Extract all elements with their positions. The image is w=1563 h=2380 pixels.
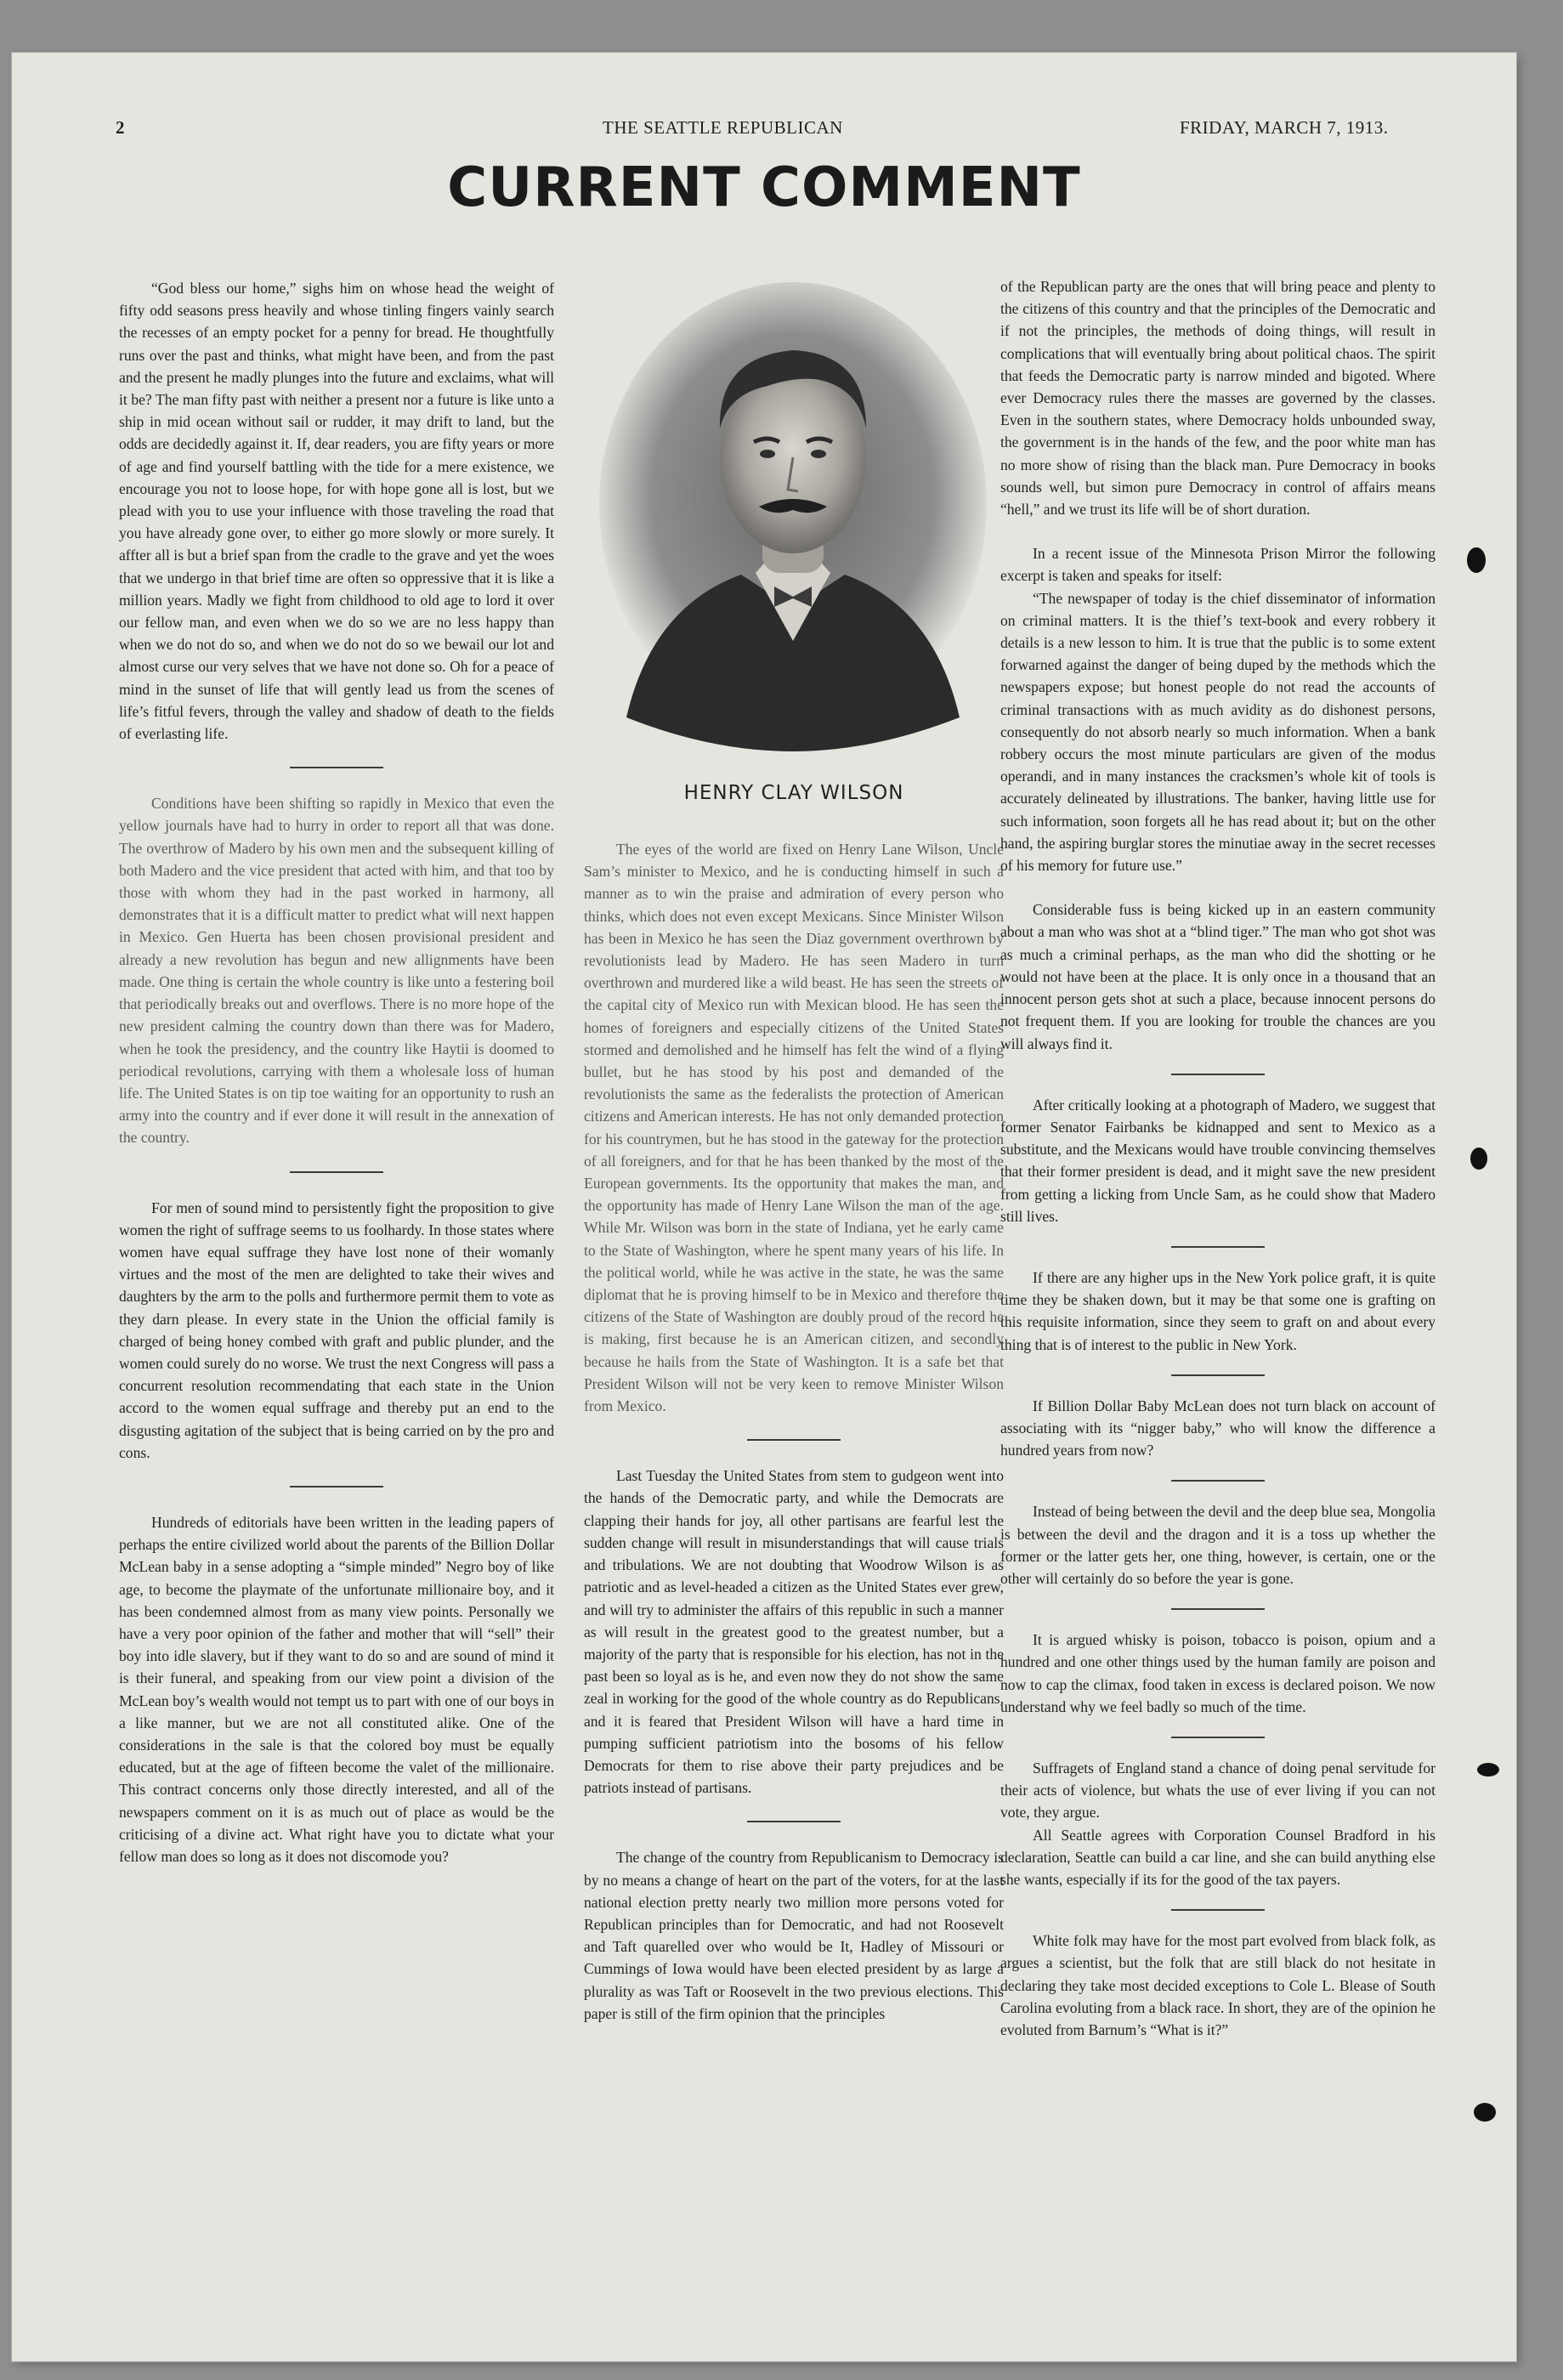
newspaper-name: THE SEATTLE REPUBLICAN bbox=[603, 117, 843, 138]
editorial-paragraph: All Seattle agrees with Corporation Counsel Bradford in his declaration, Seattle can build a car line, and she can build anything else she wants, especially if its for the good of the tax payers. bbox=[1000, 1826, 1436, 1888]
divider-rule bbox=[747, 1821, 841, 1822]
column-right bbox=[1000, 275, 1436, 2041]
divider-rule bbox=[1171, 1246, 1265, 1248]
right-eye bbox=[811, 450, 826, 458]
editorial-paragraph: “God bless our home,” sighs him on whose head the weight of fifty odd seasons press heavily and whose tinling fingers vainly search the recesses of an empty pocket for a penny for bread. He thoughtfully runs over the past and thinks, what might have been, and from the past and the present he madly plunges into the future and exclaims, what will it be? The man fifty past with neither a present nor a future is like unto a ship in mid ocean without sail or rudder, it may drift to land, but the odds are decidedly against it. If, dear readers, you are fifty years or more of age and find yourself battling with the tide for a mere existence, we encourage you not to loose hope, for with hope gone all is lost, but we plead with you to use your influence with those traveling the road that you have already gone over, to either go more slowly or more surely. It affter all is but a brief span from the cradle to the grave and yet the woes that we undergo in that brief time are often so oppressive that it is like a million years. Madly we fight from childhood to old age to lord it over our fellow man, and even when we do so we are no less happy than when we do not do so, and when we do not do so we bewail our lot and almost curse our very selves that we have not done so. Oh for a peace of mind in the sunset of life that will gently lead us from the scenes of life’s fitful fevers, through the valley and shadow of death to the fields of everlasting life. bbox=[119, 280, 554, 743]
ink-blot bbox=[1477, 1763, 1499, 1776]
editorial-paragraph: Considerable fuss is being kicked up in an eastern community about a man who was shot at a “blind tiger.” The man who got shot was as much a criminal perhaps, as the man who did the shotting or he would not have been at the place. It is only once in a thousand that an innocent person gets shot at such a place, because innocent persons do not frequent them. If you are looking for trouble the chances are you will always find it. bbox=[1000, 901, 1436, 1052]
column-left bbox=[119, 277, 554, 1867]
divider-rule bbox=[747, 1439, 841, 1441]
quoted-excerpt: “The newspaper of today is the chief disseminator of information on criminal matters. It is the thief’s text-book and every robbery it details is a new lesson to him. It is true that the public is to some extent forwarned against the danger of being duped by the methods which the newspapers expose; but honest people do not read the accounts of criminal transactions with as much avidity as do dishonest persons, consequently do not absorb nearly so much information. When a bank robbery occurs the most minute particulars are given of the modus operandi, and in many instances the cracksmen’s whole kit of tools is accurately delineated by illustrations. The banker, having little use for such information, soon forgets all he has read about it; but on the other hand, the aspiring burglar stores the minutiae away in the secret recesses of his memory for future use.” bbox=[1000, 589, 1436, 875]
left-eye bbox=[760, 450, 775, 458]
editorial-paragraph: It is argued whisky is poison, tobacco is poison, opium and a hundred and one other things used by the human family are poison and now to cap the climax, food taken in excess is declared poison. We now understand why we feel badly so much of the time. bbox=[1000, 1631, 1436, 1715]
editorial-paragraph: In a recent issue of the Minnesota Prison Mirror the following excerpt is taken and speaks for itself: bbox=[1000, 545, 1436, 585]
editorial-paragraph: of the Republican party are the ones that will bring peace and plenty to the citizens of this country and that the principles of the Democratic and if not the principles, the methods of doing things, will result in complications that will eventually bring about political chaos. The spirit that feeds the Democratic party is narrow minded and bigoted. Where ever Democracy rules there the masses are governed by the classes. Even in the southern states, where Democracy holds unbounded sway, the government is in the hands of the few, and the poor white man has no more show of rising than the black man. Pure Democracy in books sounds well, but simon pure Democracy in control of affairs means “hell,” and we trust its life will be of short duration. bbox=[1000, 278, 1436, 518]
column-center bbox=[584, 838, 1004, 2025]
divider-rule bbox=[1171, 1909, 1265, 1911]
divider-rule bbox=[1171, 1608, 1265, 1610]
editorial-paragraph: Last Tuesday the United States from stem to gudgeon went into the hands of the Democratic party, and while the Democrats are clapping their hands for joy, all other partisans are fearful lest the sudden change will result in misunderstandings that will cause trials and tribulations. We are not doubting that Woodrow Wilson is as patriotic and as level-headed a citizen as the United States ever grew, and will try to administer the affairs of this republic in such a manner as will result in the greatest good to the greatest number, but a majority of the party that is responsible for his election, has not in the past been so loyal as is he, and even now they do not show the same zeal in working for the good of the whole country as do Republicans, and it is feared that President Wilson will have a hard time in pumping sufficient patriotism into the bosoms of his fellow Democrats for them to rise above their party prejudices and be patriots instead of partisans. bbox=[584, 1467, 1004, 1797]
divider-rule bbox=[1171, 1374, 1265, 1376]
editorial-paragraph: After critically looking at a photograph of Madero, we suggest that former Senator Fairbanks be kidnapped and sent to Mexico as a substitute, and the Mexicans would have trouble convincing themselves that their former president is dead, and it might save the new president from getting a licking from Uncle Sam, as he could show that Madero still lives. bbox=[1000, 1096, 1436, 1225]
divider-rule bbox=[1171, 1480, 1265, 1482]
editorial-paragraph: Hundreds of editorials have been written in the leading papers of perhaps the entire civilized world about the parents of the Billion Dollar McLean baby in a sense adopting a “simple minded” Negro boy of like age, to become the playmate of the unfortunate millionaire boy, and it has been condemned almost from as many view points. Personally we have a very poor opinion of the father and mother that will “sell” their boy into idle slavery, but if they want to do so and are sound of mind it is their funeral, and speaking from our view point a division of the McLean boy’s wealth would not tempt us to part with one of our boys in a like manner, but we are not all constituted alike. One of the considerations in the sale is that the colored boy must be equally educated, but at the age of fifteen become the valet of the millionaire. This contract concerns only those directly interested, and all of the newspapers comment on it is as much out of place as would be the criticising of a divine act. What right have you to dictate what your fellow man does so long as it does not discomode you? bbox=[119, 1513, 554, 1865]
ink-blot bbox=[1467, 547, 1486, 573]
divider-rule bbox=[290, 1486, 383, 1488]
editorial-paragraph: For men of sound mind to persistently fight the proposition to give women the right of suffrage seems to us foolhardy. In those states where women have equal suffrage they have lost none of their womanly virtues and the most of the men are delighted to take their wives and daughters by the arm to the polls and furthermore permit them to vote as they darn please. In every state in the Union the official family is charged of being honey combed with graft and public plunder, and the women could surely do no worse. We trust the next Congress will pass a concurrent resolution recommendating that each state in the Union accord to the women equal suffrage and thereby put an end to the disgusting agitation of the subject that is being carried on by the pro and cons. bbox=[119, 1198, 554, 1461]
divider-rule bbox=[1171, 1074, 1265, 1075]
newspaper-page bbox=[12, 53, 1516, 2361]
editorial-paragraph: If there are any higher ups in the New York police graft, it is quite time they be shaken down, but it may be that some one is grafting on this requisite information, since they seem to graft on and about every thing that is of interest to the public in New York. bbox=[1000, 1268, 1436, 1353]
section-headline: CURRENT COMMENT bbox=[447, 156, 1081, 219]
editorial-paragraph: The eyes of the world are fixed on Henry Lane Wilson, Uncle Sam’s minister to Mexico, and he is conducting himself in such a manner as to win the praise and admiration of every person who thinks, which does not even except Mexicans. Since Minister Wilson has been in Mexico he has seen the Diaz government overthrown by revolutionists lead by Madero. He has seen Madero in turn overthrown and murdered like a wild beast. He has seen the streets of the capital city of Mexico run with Mexican blood. He has seen the homes of foreigners and especially citizens of the United States stormed and demolished and he himself has felt the wind of a flying bullet, but he has stood by his post and demanded of the revolutionists the same as the federalists the protection of American citizens and American interests. He has not only demanded protection for his countrymen, but he has stood in the gateway for the protection of all foreigners, and for that he has been thanked by the most of the European governments. Its the opportunity that makes the man, and the opportunity has made of Henry Lane Wilson the man of the age. While Mr. Wilson was born in the state of Indiana, yet he early came to the State of Washington, where he spent many years of his life. In the political world, while he was active in the state, he was the same diplomat that he is proving himself to be in Mexico and therefore the citizens of the State of Washington are doubly proud of the record he is making, first because he is an American citizen, and secondly because he hails from the State of Washington. It is a safe bet that President Wilson will not be very keen to remove Minister Wilson from Mexico. bbox=[584, 841, 1004, 1415]
editorial-paragraph: Suffragets of England stand a chance of doing penal servitude for their acts of violence, but whats the use of ever living if you can not vote, they argue. bbox=[1000, 1759, 1436, 1822]
editorial-paragraph: Instead of being between the devil and the deep blue sea, Mongolia is between the devil and the dragon and it is a toss up whether the former or the latter gets her, one thing, however, is certain, one or the other will certainly do so before the year is gone. bbox=[1000, 1503, 1436, 1587]
portrait-caption: HENRY CLAY WILSON bbox=[683, 782, 904, 804]
ink-blot bbox=[1470, 1148, 1487, 1170]
portrait-image bbox=[592, 275, 994, 751]
page-number: 2 bbox=[116, 117, 125, 138]
divider-rule bbox=[290, 767, 383, 768]
editorial-paragraph: If Billion Dollar Baby McLean does not turn black on account of associating with its “nigger baby,” who will know the difference a hundred years from now? bbox=[1000, 1397, 1436, 1459]
divider-rule bbox=[290, 1171, 383, 1173]
issue-date: FRIDAY, MARCH 7, 1913. bbox=[1180, 117, 1389, 138]
ink-blot bbox=[1474, 2103, 1496, 2122]
editorial-paragraph: White folk may have for the most part evolved from black folk, as argues a scientist, but the folk that are still black do not hesitate in declaring they take most decided exceptions to Cole L. Blease of South Carolina evoluting from a black race. In short, they are of the opinion he evoluted from Barnum’s “What is it?” bbox=[1000, 1932, 1436, 2038]
editorial-paragraph: Conditions have been shifting so rapidly in Mexico that even the yellow journals have had to hurry in order to report all that was done. The overthrow of Madero by his own men and the subsequent killing of both Madero and the vice president that acted with him, and that too by those with whom they had in the past worked in harmony, all demonstrates that it is a difficult matter to predict what will next happen in Mexico. Gen Huerta has been chosen provisional president and already a new revolution has begun and new allignments have been made. One thing is certain the whole country is like unto a festering boil that periodically breaks out and overflows. There is no more hope of the new president calming the country down than there was for Madero, when he took the presidency, and the country like Haytii is doomed to periodical revolutions, carrying with them a wholesale loss of human life. The United States is on tip toe waiting for an opportunity to rush an army into the country and if ever done it will result in the annexation of the country. bbox=[119, 795, 554, 1147]
editorial-paragraph: The change of the country from Republicanism to Democracy is by no means a change of heart on the part of the voters, for at the last national election pretty nearly two million more persons voted for Republican principles than for Democratic, and had not Roosevelt and Taft quarelled over who would be It, Hadley of Missouri or Cummings of Iowa would have been elected president by as large a plurality as was Taft or Roosevelt in the two previous elections. This paper is still of the firm opinion that the principles bbox=[584, 1849, 1004, 2022]
divider-rule bbox=[1171, 1737, 1265, 1738]
